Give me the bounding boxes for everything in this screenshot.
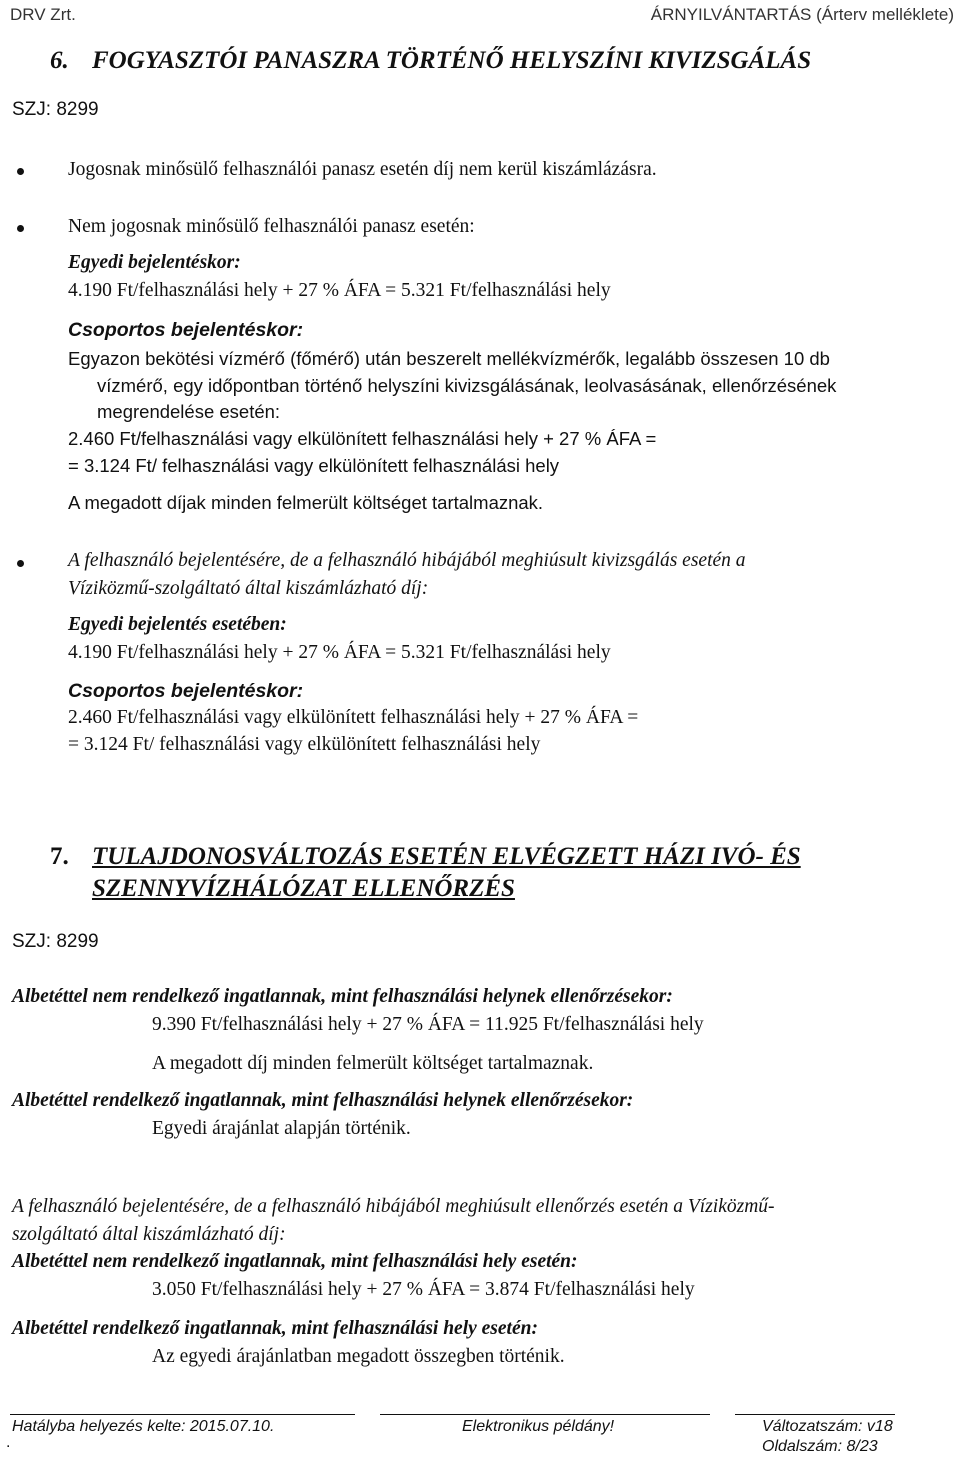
footer-dot: . (6, 1434, 11, 1451)
section6-note: A megadott díjak minden felmerült költséget tartalmaznak. (68, 492, 544, 513)
section6-number: 6. (50, 47, 69, 74)
failed-albetet-text: Az egyedi árajánlatban megadott összegben történik. (152, 1346, 565, 1367)
section7-title-line2: SZENNYVÍZHÁLÓZAT ELLENŐRZÉS (92, 875, 515, 902)
egyedi2-label: Egyedi bejelentés esetében: (68, 614, 287, 635)
section6-szj: SZJ: 8299 (12, 99, 99, 120)
csoportos-line3: megrendelése esetén: (97, 401, 281, 422)
section6-bullet3-line1: A felhasználó bejelentésére, de a felhasználó hibájából meghiúsult kivizsgálás esetén a (68, 550, 746, 571)
csoportos-label: Csoportos bejelentéskor: (68, 319, 304, 341)
bullet-icon (17, 560, 24, 567)
section7-number: 7. (50, 843, 69, 870)
section6-bullet3-line2: Víziközmű-szolgáltató által kiszámlázható díj: (68, 578, 429, 599)
albetet-text: Egyedi árajánlat alapján történik. (152, 1118, 411, 1139)
failed-nem-price: 3.050 Ft/felhasználási hely + 27 % ÁFA = 3.874 Ft/felhasználási hely (152, 1279, 695, 1300)
egyedi-price: 4.190 Ft/felhasználási hely + 27 % ÁFA = 5.321 Ft/felhasználási hely (68, 280, 611, 301)
csoportos-price2: = 3.124 Ft/ felhasználási vagy elkülönített felhasználási hely (68, 455, 560, 476)
header-doc-title: ÁRNYILVÁNTARTÁS (Árterv melléklete) (650, 5, 954, 24)
csoportos2-label: Csoportos bejelentéskor: (68, 680, 304, 702)
csoportos2-price2: = 3.124 Ft/ felhasználási vagy elkülönített felhasználási hely (68, 734, 541, 755)
footer-page-number: Oldalszám: 8/23 (762, 1438, 878, 1455)
section7-szj: SZJ: 8299 (12, 931, 99, 952)
footer-rule (10, 1414, 355, 1415)
csoportos-line1: Egyazon bekötési vízmérő (főmérő) után beszerelt mellékvízmérők, legalább összesen 10 db (68, 348, 830, 369)
footer-rule (380, 1414, 710, 1415)
nem-albetet-price: 9.390 Ft/felhasználási hely + 27 % ÁFA = 11.925 Ft/felhasználási hely (152, 1014, 704, 1035)
section6-bullet1: Jogosnak minősülő felhasználói panasz esetén díj nem kerül kiszámlázásra. (68, 159, 657, 180)
bullet-icon (17, 225, 24, 232)
footer-version: Változatszám: v18 (762, 1418, 893, 1435)
section6-bullet2: Nem jogosnak minősülő felhasználói panasz esetén: (68, 216, 475, 237)
section7-title-line1: TULAJDONOSVÁLTOZÁS ESETÉN ELVÉGZETT HÁZI IVÓ- ÉS (92, 843, 801, 870)
egyedi2-price: 4.190 Ft/felhasználási hely + 27 % ÁFA = 5.321 Ft/felhasználási hely (68, 642, 611, 663)
egyedi-label: Egyedi bejelentéskor: (68, 252, 241, 273)
csoportos-line2: vízmérő, egy időpontban történő helyszíni kivizsgálásának, leolvasásának, ellenőrzésének (97, 375, 837, 396)
csoportos-price1: 2.460 Ft/felhasználási vagy elkülönített felhasználási hely + 27 % ÁFA = (68, 428, 657, 449)
nem-albetet-note: A megadott díj minden felmerült költséget tartalmaznak. (152, 1053, 594, 1074)
section6-title: FOGYASZTÓI PANASZRA TÖRTÉNŐ HELYSZÍNI KIVIZSGÁLÁS (92, 47, 812, 74)
csoportos2-price1: 2.460 Ft/felhasználási vagy elkülönített felhasználási hely + 27 % ÁFA = (68, 707, 639, 728)
header-company: DRV Zrt. (10, 5, 76, 24)
failed-albetet-label: Albetéttel rendelkező ingatlannak, mint felhasználási hely esetén: (12, 1318, 538, 1339)
footer-rule (735, 1414, 895, 1415)
nem-albetet-label: Albetéttel nem rendelkező ingatlannak, mint felhasználási helynek ellenőrzésekor: (12, 986, 673, 1007)
failed-line2: szolgáltató által kiszámlázható díj: (12, 1224, 286, 1245)
failed-nem-label: Albetéttel nem rendelkező ingatlannak, mint felhasználási hely esetén: (12, 1251, 578, 1272)
footer-electronic-copy: Elektronikus példány! (462, 1418, 615, 1435)
failed-line1: A felhasználó bejelentésére, de a felhasználó hibájából meghiúsult ellenőrzés esetén a Víziközmű- (12, 1196, 775, 1217)
footer-effective-date: Hatályba helyezés kelte: 2015.07.10. (12, 1418, 275, 1435)
albetet-label: Albetéttel rendelkező ingatlannak, mint felhasználási helynek ellenőrzésekor: (12, 1090, 634, 1111)
bullet-icon (17, 168, 24, 175)
